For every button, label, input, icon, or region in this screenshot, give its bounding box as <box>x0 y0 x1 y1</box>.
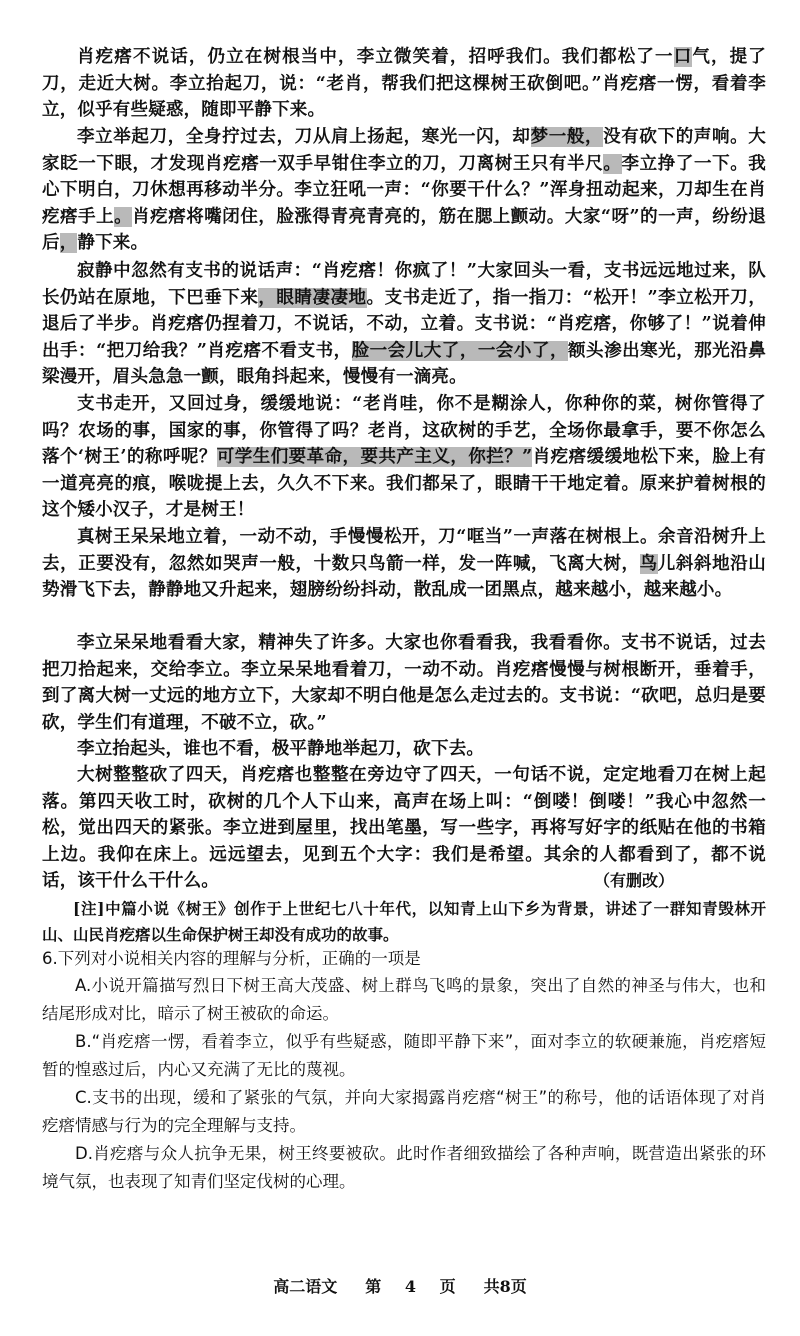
text-run: 李立挣了一下。我心下明白，刀休想再移动半分。李立狂吼一声：“你要干什么？”浑身扭动起来，刀却生在肖疙瘩手上 <box>42 153 766 227</box>
option-text: B.“肖疙瘩一愣，看着李立，似乎有些疑惑，随即平静下来”，面对李立的软硬兼施，肖疙瘩短暂的惶惑过后，内心又充满了无比的蔑视。 <box>42 1032 766 1079</box>
footer-subject: 高二语文 <box>273 1277 338 1296</box>
footer-page-number: 第 4 页 <box>365 1277 456 1296</box>
highlighted-text: 脸一会儿大了，一会小了， <box>351 340 569 361</box>
option-c <box>42 1084 766 1140</box>
text-run: 没有砍下的声响。大家眨一下眼，才发现肖疙瘩一双手早钳住李立的刀，刀离树王只有半尺 <box>42 127 766 174</box>
text-run: 真树王呆呆地立着，一动不动，手慢慢松开，刀“哐当”一声落在树根上。余音沿树升上去，正要没有，忽然如哭声一般，十数只鸟箭一样，发一阵喊，飞离大树， <box>42 527 766 574</box>
page-footer <box>0 1274 800 1297</box>
option-text: C.支书的出现，缓和了紧张的气氛，并向大家揭露肖疙瘩“树王”的称号，他的话语体现了对肖疙瘩情感与行为的完全理解与支持。 <box>42 1088 766 1135</box>
footer-total-pages: 共8页 <box>483 1277 527 1296</box>
option-d <box>42 1140 766 1196</box>
text-run: 支书走开，又回过身，缓缓地说：“老肖哇，你不是糊涂人，你种你的菜，树你管得了吗？农场的事，国家的事，你管得了吗？老肖，这砍树的手艺，全场你最拿手，要不你怎么落个‘树王’的称呼呢？ <box>42 394 766 467</box>
text-run: 肖疙瘩不说话，仍立在树根当中，李立微笑着，招呼我们。我们都松了一 <box>77 47 674 67</box>
story-paragraph-1 <box>42 44 766 124</box>
highlighted-text: 可学生们要革命，要共产主义，你拦？” <box>216 447 533 467</box>
highlighted-text: 鸟 <box>639 553 658 574</box>
option-text: D.肖疙瘩与众人抗争无果，树王终要被砍。此时作者细致描绘了各种声响，既营造出紧张的环境气氛，也表现了知青们坚定伐树的心理。 <box>42 1144 766 1191</box>
option-text: A.小说开篇描写烈日下树王高大茂盛、树上群鸟飞鸣的景象，突出了自然的神圣与伟大，也和结尾形成对比，暗示了树王被砍的命运。 <box>42 976 766 1023</box>
question-stem: 6.下列对小说相关内容的理解与分析，正确的一项是 <box>42 949 421 968</box>
note-text: [注]中篇小说《树王》创作于上世纪七八十年代，以知青上山下乡为背景，讲述了一群知青毁林开山、山民肖疙瘩以生命保护树王却没有成功的故事。 <box>42 899 766 944</box>
story-paragraph-5 <box>42 524 766 604</box>
option-a <box>42 972 766 1028</box>
story-paragraph-6 <box>42 630 766 736</box>
paragraph-text: 大树整整砍了四天，肖疙瘩也整整在旁边守了四天，一句话不说，定定地看刀在树上起落。第四天收工时，砍树的几个人下山来，高声在场上叫：“倒喽！倒喽！”我心中忽然一松，觉出四天的紧张。李立进到屋里，找出笔墨，写一些字，再将写好字的纸贴在他的书箱上边。我仰在床上。远远望去，见到五个大字：我们是希望。其余的人都看到了，都不说话，该干什么干什么。 <box>42 765 766 891</box>
source-note: （有删改） <box>594 871 675 890</box>
story-paragraph-2 <box>42 124 766 257</box>
text-run: 。支书走近了，指一指刀：“松开！”李立松开刀，退后了半步。肖疙瘩仍捏着刀，不说话，不动，立着。支书说：“肖疙瘩，你够了！”说着伸出手：“把刀给我？”肖疙瘩不看支书， <box>42 287 767 361</box>
text-run: 肖疙瘩将嘴闭住，脸涨得青亮青亮的，筋在腮上颤动。大家“呀”的一声，纷纷退后 <box>42 206 766 253</box>
text-run: 静下来。 <box>77 233 149 253</box>
highlighted-text: ， <box>59 233 78 253</box>
highlighted-text: 。 <box>114 206 133 227</box>
text-run: 李立举起刀，全身拧过去，刀从肩上扬起，寒光一闪，却 <box>77 127 531 147</box>
text-run: 儿斜斜地沿山势滑飞下去，静静地又升起来，翅膀纷纷抖动，散乱成一团黑点，越来越小，越来越小。 <box>42 553 766 600</box>
story-paragraph-3 <box>42 258 766 391</box>
highlighted-text: 梦一般， <box>530 127 604 147</box>
text-run: 肖疙瘩缓缓地松下来，脸上有一道亮亮的痕，喉咙提上去，久久不下来。我们都呆了，眼睛干干地定着。原来护着树根的这个矮小汉子，才是树王！ <box>42 447 766 520</box>
story-paragraph-4 <box>42 391 766 524</box>
annotation-note <box>42 896 766 948</box>
paragraph-text: 李立抬起头，谁也不看，极平静地举起刀，砍下去。 <box>77 739 485 759</box>
highlighted-text: 口 <box>673 47 693 67</box>
text-run: 气，提了刀，走近大树。李立抬起刀，说：“老肖，帮我们把这棵树王砍倒吧。”肖疙瘩一愣，看着李立，似乎有些疑惑，随即平静下来。 <box>42 47 766 120</box>
text-run: 额头渗出寒光，那光沿鼻梁漫开，眉头急急一颤，眼角抖起来，慢慢有一滴亮。 <box>42 340 767 387</box>
highlighted-text: ，眼睛凄凄地 <box>258 287 367 308</box>
paragraph-text: 李立呆呆地看看大家，精神失了许多。大家也你看看我，我看看你。支书不说话，过去把刀拾起来，交给李立。李立呆呆地看着刀，一动不动。肖疙瘩慢慢与树根断开，垂着手，到了离大树一丈远的地方立下，大家却不明白他是怎么走过去的。支书说：“砍吧，总归是要砍，学生们有道理，不破不立，砍。” <box>42 633 766 733</box>
highlighted-text: 。 <box>603 153 622 174</box>
option-b <box>42 1028 766 1084</box>
story-paragraph-7 <box>42 736 766 763</box>
text-run: 寂静中忽然有支书的说话声：“肖疙瘩！你疯了！”大家回头一看，支书远远地过来，队长仍站在原地，下巴垂下来 <box>42 261 766 308</box>
